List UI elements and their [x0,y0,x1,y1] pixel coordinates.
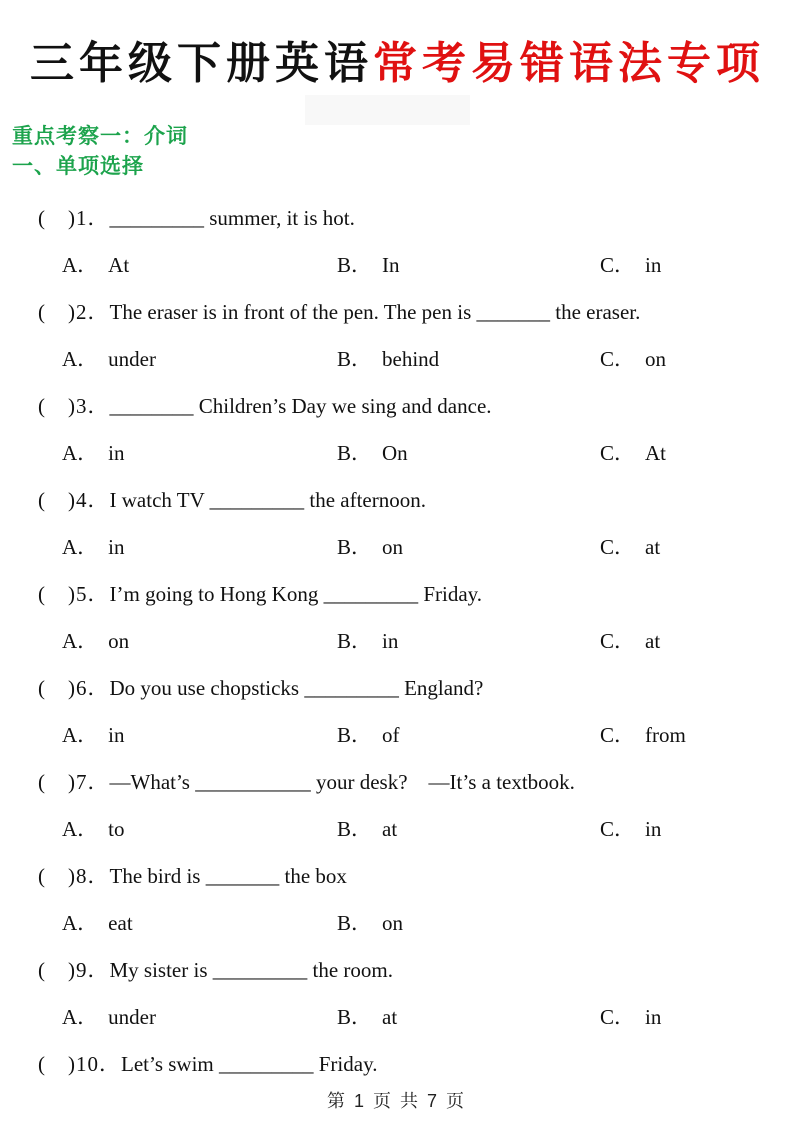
question-3 [0,383,793,477]
question-line [0,759,793,806]
option-text: at [382,817,398,841]
answer-paren-label: ( )1． [38,206,110,230]
option-C [600,242,793,289]
option-text: under [108,347,156,371]
watermark-remnant [305,95,470,125]
question-line [0,853,793,900]
option-C [600,524,793,571]
option-text: in [108,441,125,465]
question-text: My sister is _________ the room. [109,958,393,982]
question-text: I’m going to Hong Kong _________ Friday. [109,582,483,606]
question-line [0,571,793,618]
option-B [337,430,600,477]
question-1 [0,195,793,289]
option-letter: A． [62,441,99,465]
option-B [337,712,600,759]
option-letter: B． [337,253,373,277]
question-text: Do you use chopsticks _________ England? [109,676,484,700]
option-letter: C． [600,347,636,371]
question-7 [0,759,793,853]
answer-paren-label: ( )3． [38,394,110,418]
option-letter: B． [337,1005,373,1029]
answer-paren-label: ( )4． [38,488,110,512]
answer-paren-label: ( )10． [38,1052,121,1076]
option-letter: C． [600,253,636,277]
options-row [0,618,793,665]
option-text: in [382,629,399,653]
option-C [600,712,793,759]
section-heading: 重点考察一：介词 [12,125,188,148]
options-row [0,242,793,289]
question-4 [0,477,793,571]
answer-paren-label: ( )8． [38,864,110,888]
option-text: at [645,535,661,559]
option-letter: A． [62,535,99,559]
page-title [0,0,793,88]
question-line [0,195,793,242]
option-B [337,524,600,571]
option-letter: A． [62,723,99,747]
options-row [0,994,793,1041]
option-C [600,618,793,665]
option-A [62,806,337,853]
question-line [0,665,793,712]
option-text: in [645,1005,662,1029]
option-text: eat [108,911,133,935]
option-text: in [108,535,125,559]
option-text: from [645,723,686,747]
option-text: On [382,441,408,465]
option-C [600,806,793,853]
option-text: in [108,723,125,747]
options-row [0,336,793,383]
options-row [0,900,793,947]
option-letter: B． [337,441,373,465]
option-A [62,994,337,1041]
option-letter: C． [600,723,636,747]
question-text: ________ Children’s Day we sing and dance. [109,394,492,418]
option-A [62,712,337,759]
question-line [0,477,793,524]
option-text: of [382,723,400,747]
option-text: behind [382,347,440,371]
question-line [0,289,793,336]
option-A [62,242,337,289]
option-A [62,900,337,947]
question-line [0,383,793,430]
question-8 [0,853,793,947]
option-text: on [645,347,667,371]
question-text: The eraser is in front of the pen. The pen is _______ the eraser. [109,300,641,324]
question-text: —What’s ___________ your desk? —It’s a textbook. [109,770,575,794]
option-letter: C． [600,629,636,653]
answer-paren-label: ( )6． [38,676,110,700]
option-letter: B． [337,347,373,371]
question-10 [0,1041,793,1088]
question-text: I watch TV _________ the afternoon. [109,488,426,512]
question-text: The bird is _______ the box [109,864,347,888]
answer-paren-label: ( )7． [38,770,110,794]
option-text: on [108,629,130,653]
option-letter: A． [62,1005,99,1029]
options-row [0,806,793,853]
options-row [0,712,793,759]
question-5 [0,571,793,665]
answer-paren-label: ( )9． [38,958,110,982]
option-letter: A． [62,629,99,653]
option-C [600,430,793,477]
option-text: in [645,817,662,841]
option-letter: B． [337,629,373,653]
option-letter: A． [62,817,99,841]
title-topic-part: 常考易错语法专项 [373,39,765,88]
option-text: In [382,253,400,277]
option-letter: B． [337,817,373,841]
option-letter: C． [600,1005,636,1029]
option-text: at [382,1005,398,1029]
option-C [600,336,793,383]
answer-paren-label: ( )2． [38,300,110,324]
option-text: on [382,911,404,935]
option-letter: B． [337,911,373,935]
option-letter: B． [337,535,373,559]
section-subheading: 一、单项选择 [12,155,144,178]
question-9 [0,947,793,1041]
option-letter: A． [62,911,99,935]
option-text: at [645,629,661,653]
answer-paren-label: ( )5． [38,582,110,606]
question-6 [0,665,793,759]
option-A [62,336,337,383]
question-list [0,195,793,1088]
title-grade-part: 三年级下册英语 [30,39,373,88]
option-letter: A． [62,347,99,371]
option-text: At [645,441,667,465]
option-text: to [108,817,125,841]
option-A [62,430,337,477]
option-letter: A． [62,253,99,277]
option-text: under [108,1005,156,1029]
option-B [337,806,600,853]
question-text: _________ summer, it is hot. [109,206,355,230]
option-B [337,336,600,383]
option-A [62,618,337,665]
option-A [62,524,337,571]
option-letter: C． [600,817,636,841]
option-text: in [645,253,662,277]
option-letter: B． [337,723,373,747]
page-number: 第 1 页 共 7 页 [326,1091,467,1111]
options-row [0,430,793,477]
question-2 [0,289,793,383]
option-B [337,994,600,1041]
option-letter: C． [600,441,636,465]
question-text: Let’s swim _________ Friday. [121,1052,378,1076]
options-row [0,524,793,571]
option-B [337,242,600,289]
option-B [337,900,600,947]
option-C [600,994,793,1041]
option-text: At [108,253,130,277]
question-line [0,1041,793,1088]
option-letter: C． [600,535,636,559]
option-B [337,618,600,665]
question-line [0,947,793,994]
option-text: on [382,535,404,559]
